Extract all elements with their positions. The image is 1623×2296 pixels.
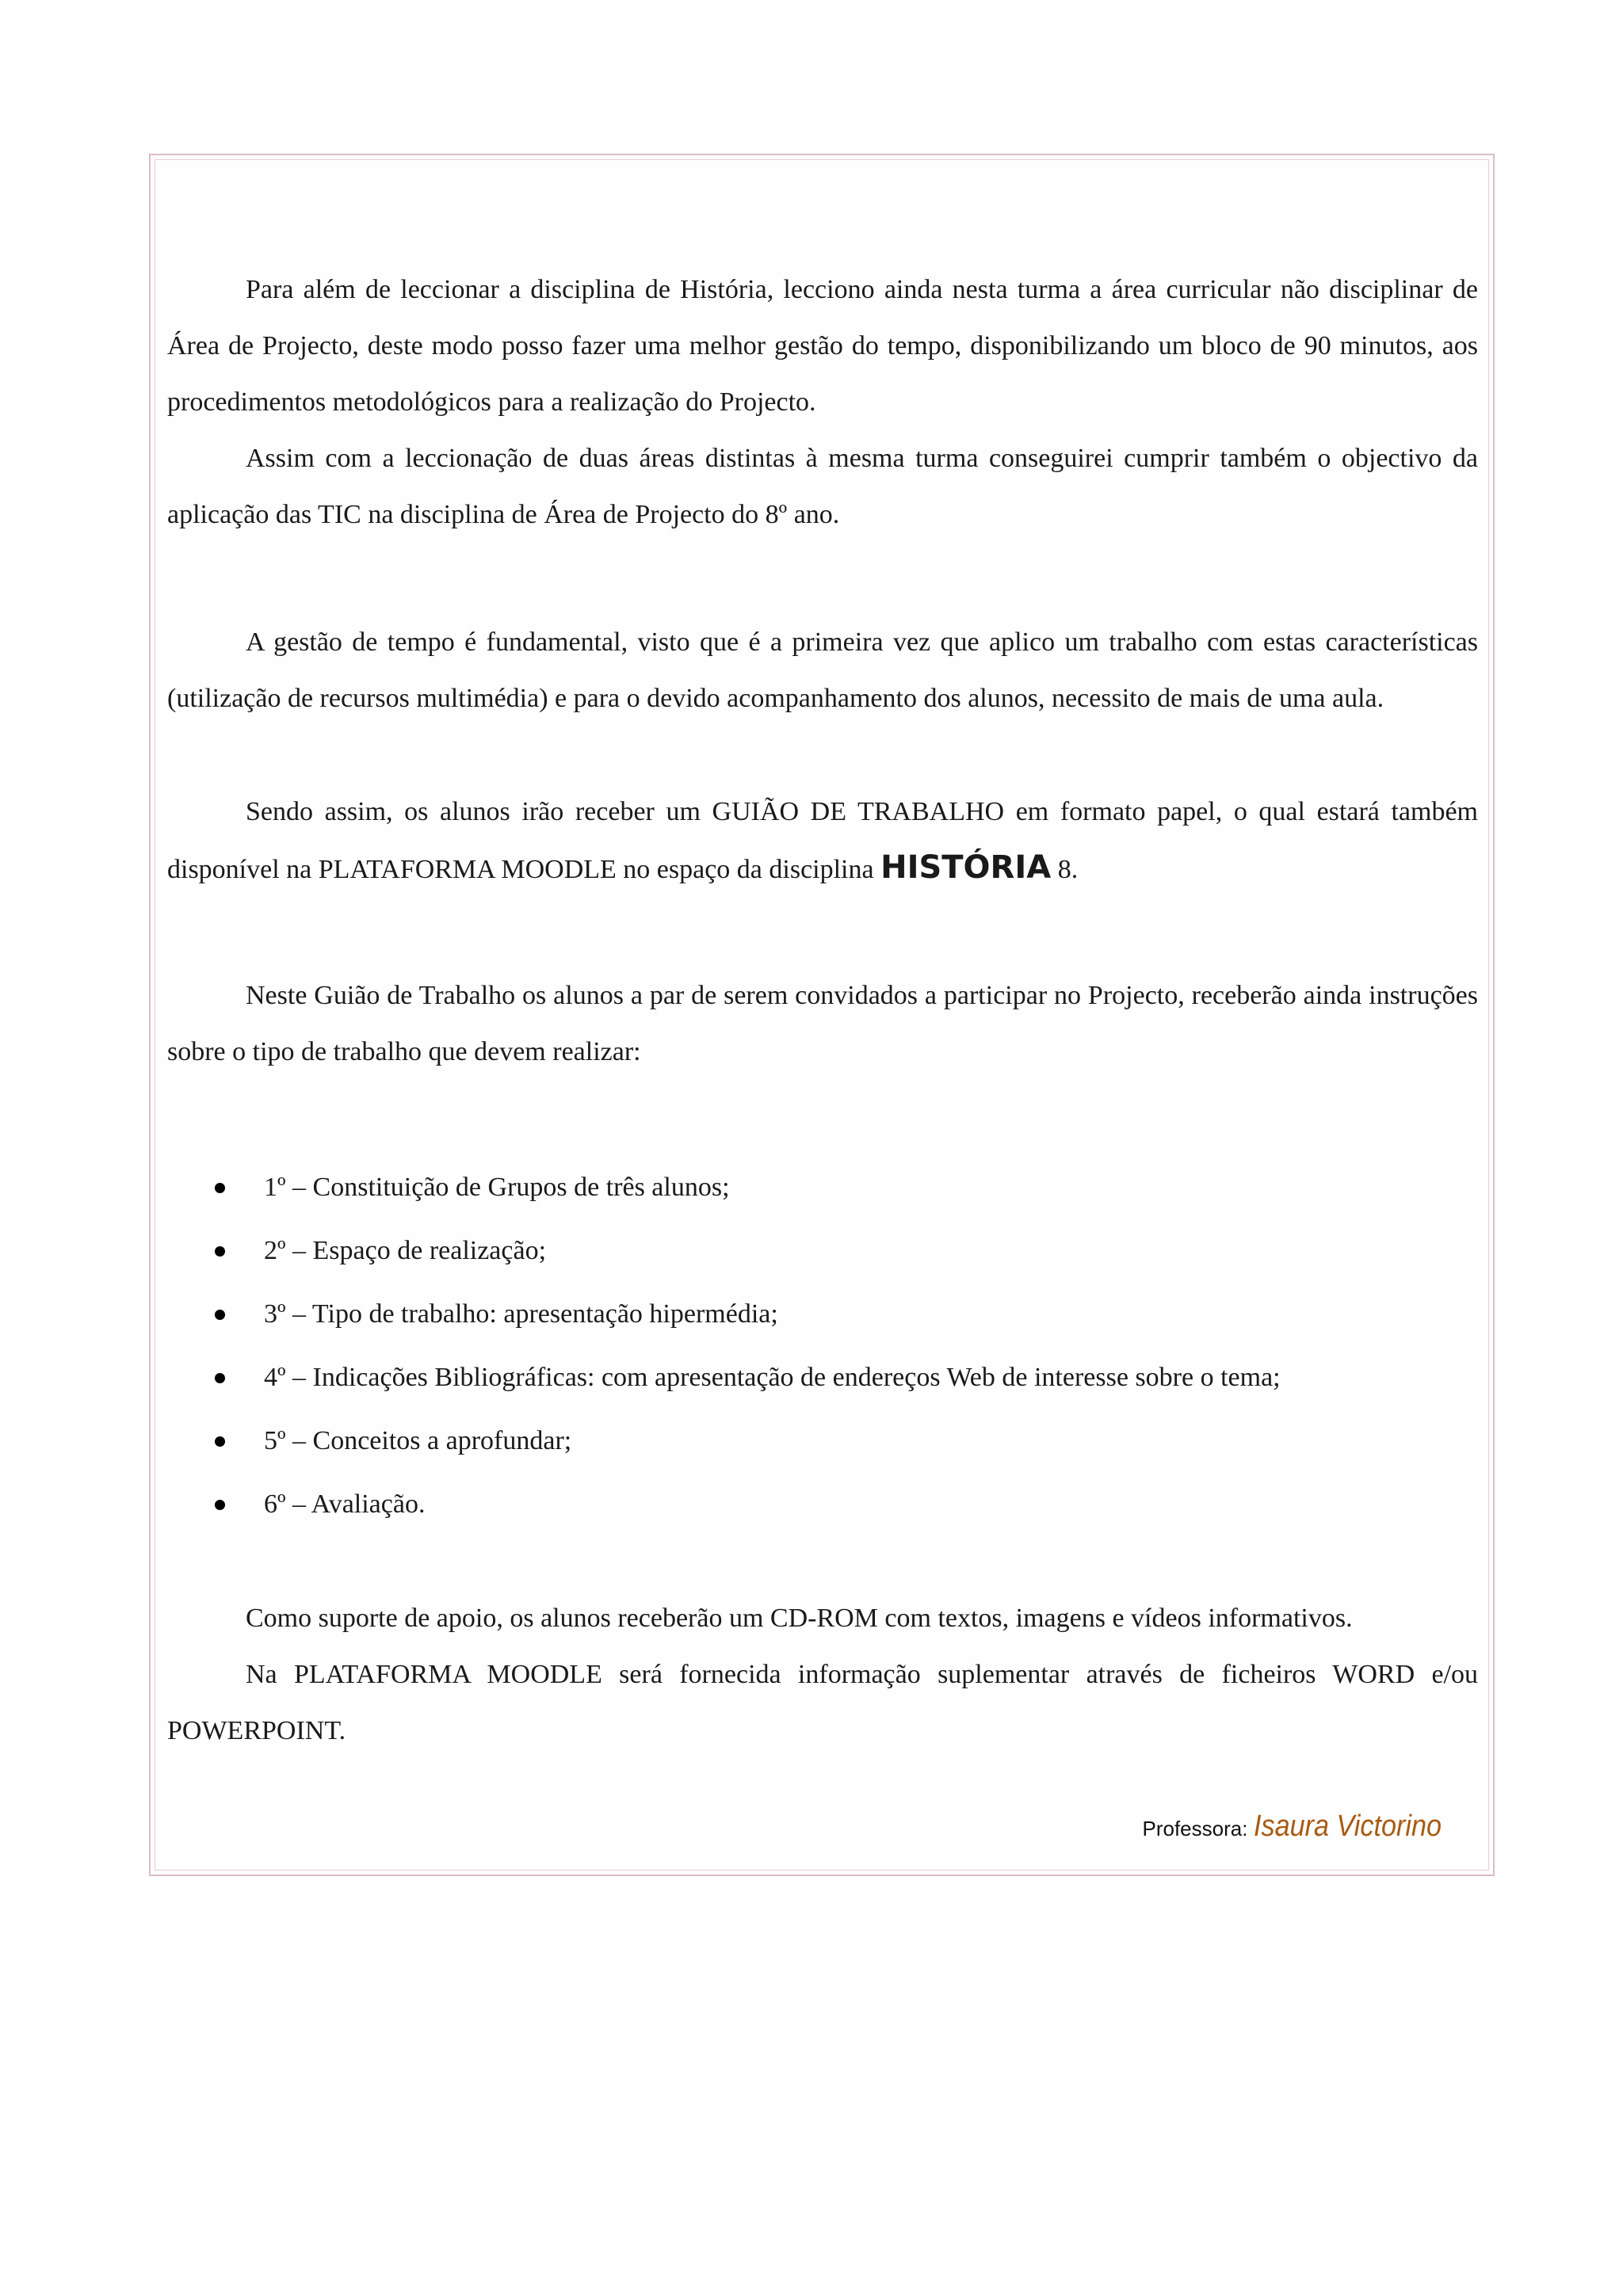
list-item <box>167 1219 1478 1283</box>
paragraph-cdrom-support: Como suporte de apoio, os alunos receberão um CD-ROM com textos, imagens e vídeos informativos. <box>246 1604 1353 1633</box>
paragraph-moodle-files: Na PLATAFORMA MOODLE será fornecida informação suplementar através de ficheiros WORD e/ou POWERPOINT. <box>167 1660 1478 1745</box>
paragraph-guide-instructions: Neste Guião de Trabalho os alunos a par de serem convidados a participar no Projecto, receberão ainda instruções sobre o tipo de trabalho que devem realizar: <box>167 981 1478 1066</box>
signature-label: Professora: <box>1142 1817 1254 1840</box>
list-item <box>167 1473 1478 1536</box>
list-item <box>167 1283 1478 1346</box>
paragraph-time-management: A gestão de tempo é fundamental, visto que é a primeira vez que aplico um trabalho com estas características (utilização de recursos multimédia) e para o devido acompanhamento dos alunos, necessito de mais de uma aula. <box>167 627 1478 713</box>
task-list <box>167 1156 1478 1536</box>
subject-grade: 8. <box>1051 855 1079 884</box>
spacer <box>167 1536 1478 1590</box>
work-guide-text: Sendo assim, os alunos irão receber um GUIÃO DE TRABALHO em formato papel, o qual estará também disponível na PLATAFORMA MOODLE no espaço da disciplina <box>167 797 1478 884</box>
task-text: 5º – Conceitos a aprofundar; <box>264 1426 572 1455</box>
bullet-icon <box>215 1373 225 1383</box>
list-item <box>167 1346 1478 1409</box>
spacer <box>167 727 1478 784</box>
spacer <box>167 898 1478 967</box>
bullet-icon <box>215 1436 225 1447</box>
document-body <box>167 261 1478 1759</box>
task-text: 4º – Indicações Bibliográficas: com apresentação de endereços Web de interesse sobre o tema; <box>264 1363 1281 1392</box>
list-item <box>167 1409 1478 1473</box>
signature <box>1143 1810 1463 1844</box>
task-text: 6º – Avaliação. <box>264 1489 426 1519</box>
paragraph-intro: Para além de leccionar a disciplina de História, lecciono ainda nesta turma a área curricular não disciplinar de Área de Projecto, deste modo posso fazer uma melhor gestão do tempo, disponibilizando um bloco de 90 minutos, aos procedimentos metodológicos para a realização do Projecto. <box>167 275 1478 417</box>
bullet-icon <box>215 1310 225 1320</box>
task-text: 1º – Constituição de Grupos de três alunos; <box>264 1173 730 1202</box>
bullet-icon <box>215 1246 225 1257</box>
list-item <box>167 1156 1478 1219</box>
signature-name: Isaura Victorino <box>1253 1810 1442 1843</box>
paragraph-tic-objective: Assim com a leccionação de duas áreas distintas à mesma turma conseguirei cumprir também o objectivo da aplicação das TIC na disciplina de Área de Projecto do 8º ano. <box>167 444 1478 529</box>
task-text: 2º – Espaço de realização; <box>264 1236 547 1265</box>
spacer <box>167 543 1478 614</box>
spacer <box>167 1080 1478 1156</box>
task-text: 3º – Tipo de trabalho: apresentação hipermédia; <box>264 1299 778 1329</box>
bullet-icon <box>215 1183 225 1193</box>
paragraph-work-guide <box>167 784 1478 898</box>
bullet-icon <box>215 1500 225 1510</box>
subject-keyword: HISTÓRIA <box>880 849 1052 886</box>
